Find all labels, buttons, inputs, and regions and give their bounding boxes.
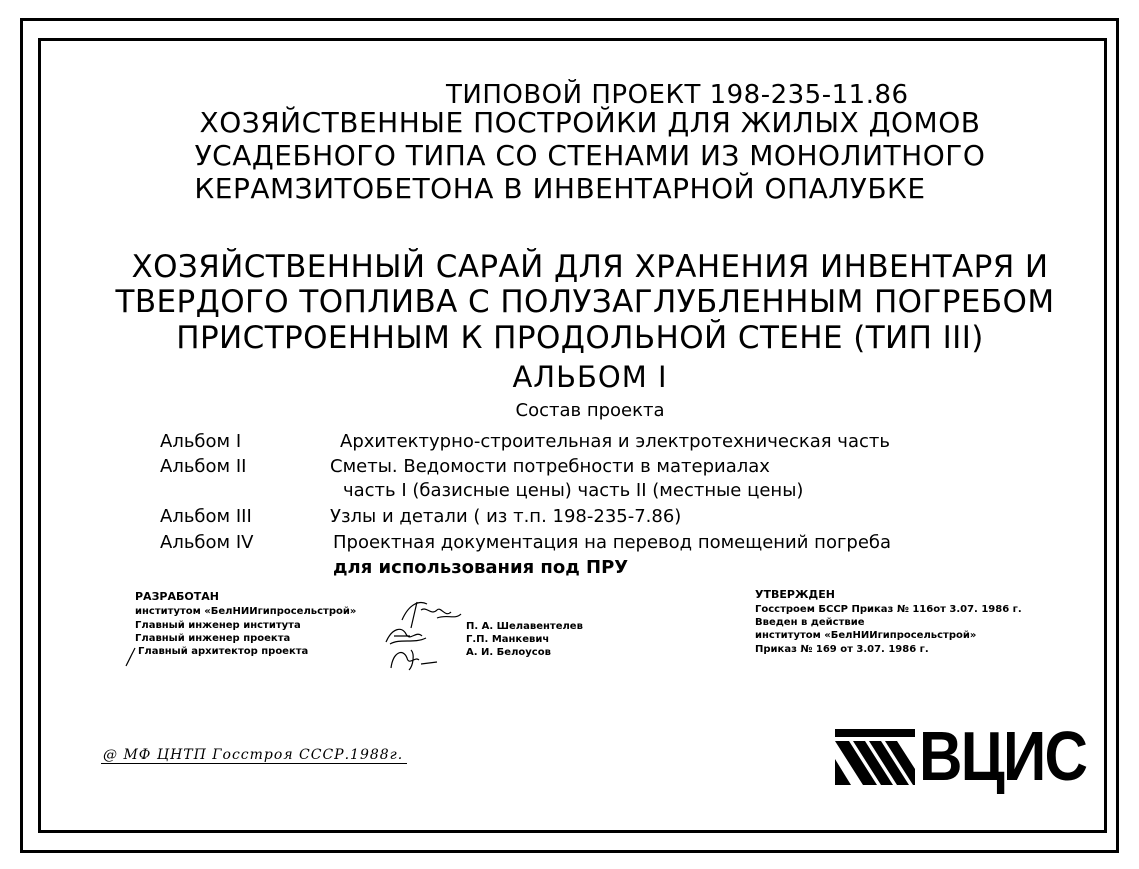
album-name: Альбом IV bbox=[160, 532, 254, 553]
signature-2 bbox=[380, 624, 440, 648]
role-chief-engineer-institute: Главный инженер института bbox=[135, 620, 301, 631]
album-description: часть I (базисные цены) часть II (местные цены) bbox=[343, 480, 804, 501]
composition-heading: Состав проекта bbox=[515, 400, 665, 421]
object-title-line-1: ХОЗЯЙСТВЕННЫЙ САРАЙ ДЛЯ ХРАНЕНИЯ ИНВЕНТАРЯ И bbox=[131, 249, 1049, 285]
cips-logo-text: ВЦИС bbox=[919, 717, 1087, 795]
album-description: для использования под ПРУ bbox=[333, 557, 629, 578]
series-title-line-1: ХОЗЯЙСТВЕННЫЕ ПОСТРОЙКИ ДЛЯ ЖИЛЫХ ДОМОВ bbox=[199, 106, 981, 139]
developed-heading: РАЗРАБОТАН bbox=[135, 590, 219, 603]
album-description: Проектная документация на перевод помещений погреба bbox=[333, 532, 892, 553]
album-name: Альбом I bbox=[160, 431, 242, 452]
album-name: Альбом III bbox=[160, 506, 252, 527]
role-chief-architect-project: Главный архитектор проекта bbox=[138, 646, 309, 657]
album-description: Сметы. Ведомости потребности в материалах bbox=[330, 456, 770, 477]
copyright-note: @ МФ ЦНТП Госстроя СССР.1988г. bbox=[103, 747, 404, 763]
album-name: Альбом II bbox=[160, 456, 247, 477]
name-2: Г.П. Манкевич bbox=[466, 634, 550, 645]
album-description: Архитектурно-строительная и электротехническая часть bbox=[340, 431, 890, 452]
cips-logo-icon bbox=[835, 729, 915, 785]
approved-heading: УТВЕРЖДЕН bbox=[755, 588, 835, 601]
approved-line-4: Приказ № 169 от 3.07. 1986 г. bbox=[755, 644, 929, 655]
object-title-line-3: ПРИСТРОЕННЫМ К ПРОДОЛЬНОЙ СТЕНЕ (ТИП III) bbox=[176, 320, 984, 356]
album-title: АЛЬБОМ I bbox=[512, 360, 668, 394]
name-1: П. А. Шелавентелев bbox=[466, 621, 583, 632]
series-title-line-3: КЕРАМЗИТОБЕТОНА В ИНВЕНТАРНОЙ ОПАЛУБКЕ bbox=[194, 172, 926, 205]
signature-3 bbox=[385, 646, 445, 674]
project-number: ТИПОВОЙ ПРОЕКТ 198-235-11.86 bbox=[446, 80, 909, 110]
approved-line-2: Введен в действие bbox=[755, 617, 865, 628]
approved-line-1: Госстроем БССР Приказ № 116от 3.07. 1986 г. bbox=[755, 604, 1022, 615]
approved-line-3: институтом «БелНИИгипросельстрой» bbox=[755, 630, 977, 641]
role-chief-engineer-project: Главный инженер проекта bbox=[135, 633, 291, 644]
name-3: А. И. Белоусов bbox=[466, 647, 551, 658]
leader-line bbox=[124, 646, 136, 668]
cips-logo bbox=[835, 717, 1087, 795]
object-title-line-2: ТВЕРДОГО ТОПЛИВА С ПОЛУЗАГЛУБЛЕННЫМ ПОГРЕБОМ bbox=[115, 284, 1055, 320]
developed-institute: институтом «БелНИИгипросельстрой» bbox=[135, 606, 357, 617]
album-description: Узлы и детали ( из т.п. 198-235-7.86) bbox=[330, 506, 682, 527]
series-title-line-2: УСАДЕБНОГО ТИПА СО СТЕНАМИ ИЗ МОНОЛИТНОГО bbox=[194, 139, 986, 172]
